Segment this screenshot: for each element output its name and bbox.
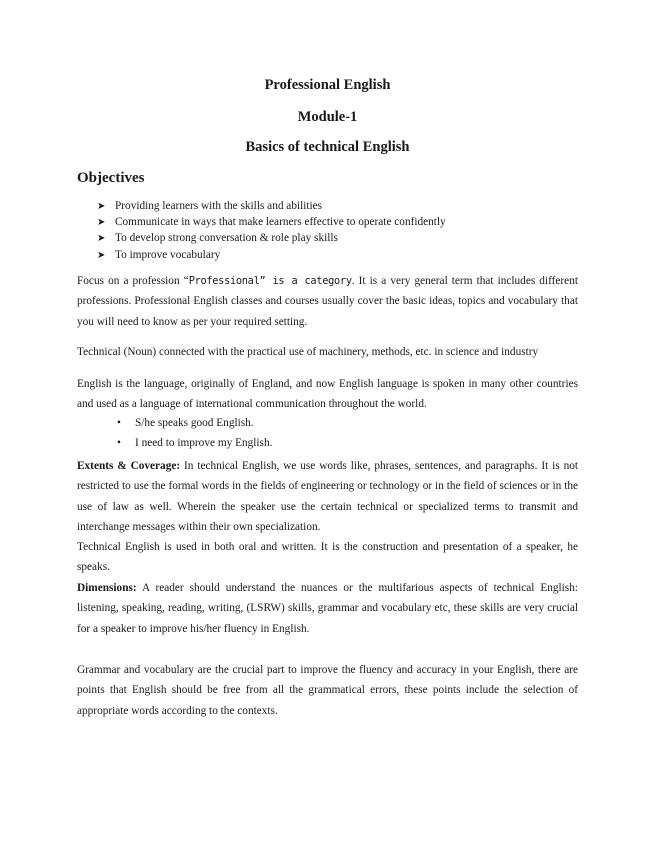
arrow-bullet-icon: ➤ [97,201,106,212]
highlight-phrase: Professional” is a category [188,275,352,287]
arrow-bullet-icon: ➤ [97,217,106,229]
arrow-bullet-icon: ➤ [97,249,106,261]
dot-bullet-icon: • [117,437,121,449]
extents-label: Extents & Coverage: [77,460,181,472]
objectives-heading: Objectives [77,170,145,186]
document-title: Professional English [264,77,391,93]
objectives-list [97,198,446,263]
grammar-paragraph: Grammar and vocabulary are the crucial part to improve the fluency and accuracy in your English, there are points that English should be free from all the grammatical errors, these points include the selection of appropriate words according to the contexts. [77,664,578,717]
list-item: ➤ To develop strong conversation & role play skills [97,230,446,246]
list-item: ➤ Communicate in ways that make learners effective to operate confidently [97,214,446,230]
dimensions-label: Dimensions: [77,582,137,594]
list-item: ➤ Providing learners with the skills and abilities [97,198,446,214]
oral-written-paragraph: Technical English is used in both oral and written. It is the construction and presentation of a speaker, he speaks. [77,541,578,574]
focus-paragraph: Focus on a profession “Professional” is a category. It is a very general term that includes different professions. Professional English classes and courses usually cover the basic ideas, topics and vocabulary that you will need to know as per your required setting. [77,275,578,328]
extents-paragraph: Extents & Coverage: In technical English, we use words like, phrases, sentences, and paragraphs. It is not restricted to use the formal words in the fields of engineering or technology or in the field of sciences or in the use of law as well. Wherein the speaker use the certain technical or specialized terms to transmit and interchange messages within their own specialization. [77,460,579,533]
dot-bullet-icon: • [117,417,121,429]
module-heading: Module-1 [297,109,358,125]
english-paragraph: English is the language, originally of England, and now English language is spoken in many other countries and used as a language of international communication throughout the world. [77,378,578,411]
list-item: ➤ To improve vocabulary [97,247,446,263]
section-subtitle: Basics of technical English [245,139,410,155]
technical-definition: Technical (Noun) connected with the practical use of machinery, methods, etc. in science and industry [77,346,539,358]
list-item: • S/he speaks good English. [117,417,254,429]
dimensions-paragraph: Dimensions: A reader should understand the nuances or the multifarious aspects of technical English: listening, speaking, reading, writing, (LSRW) skills, grammar and vocabulary etc, these skills are very crucial for a speaker to improve his/her fluency in English. [77,582,578,635]
list-item: • I need to improve my English. [117,437,273,449]
arrow-bullet-icon: ➤ [97,233,106,245]
